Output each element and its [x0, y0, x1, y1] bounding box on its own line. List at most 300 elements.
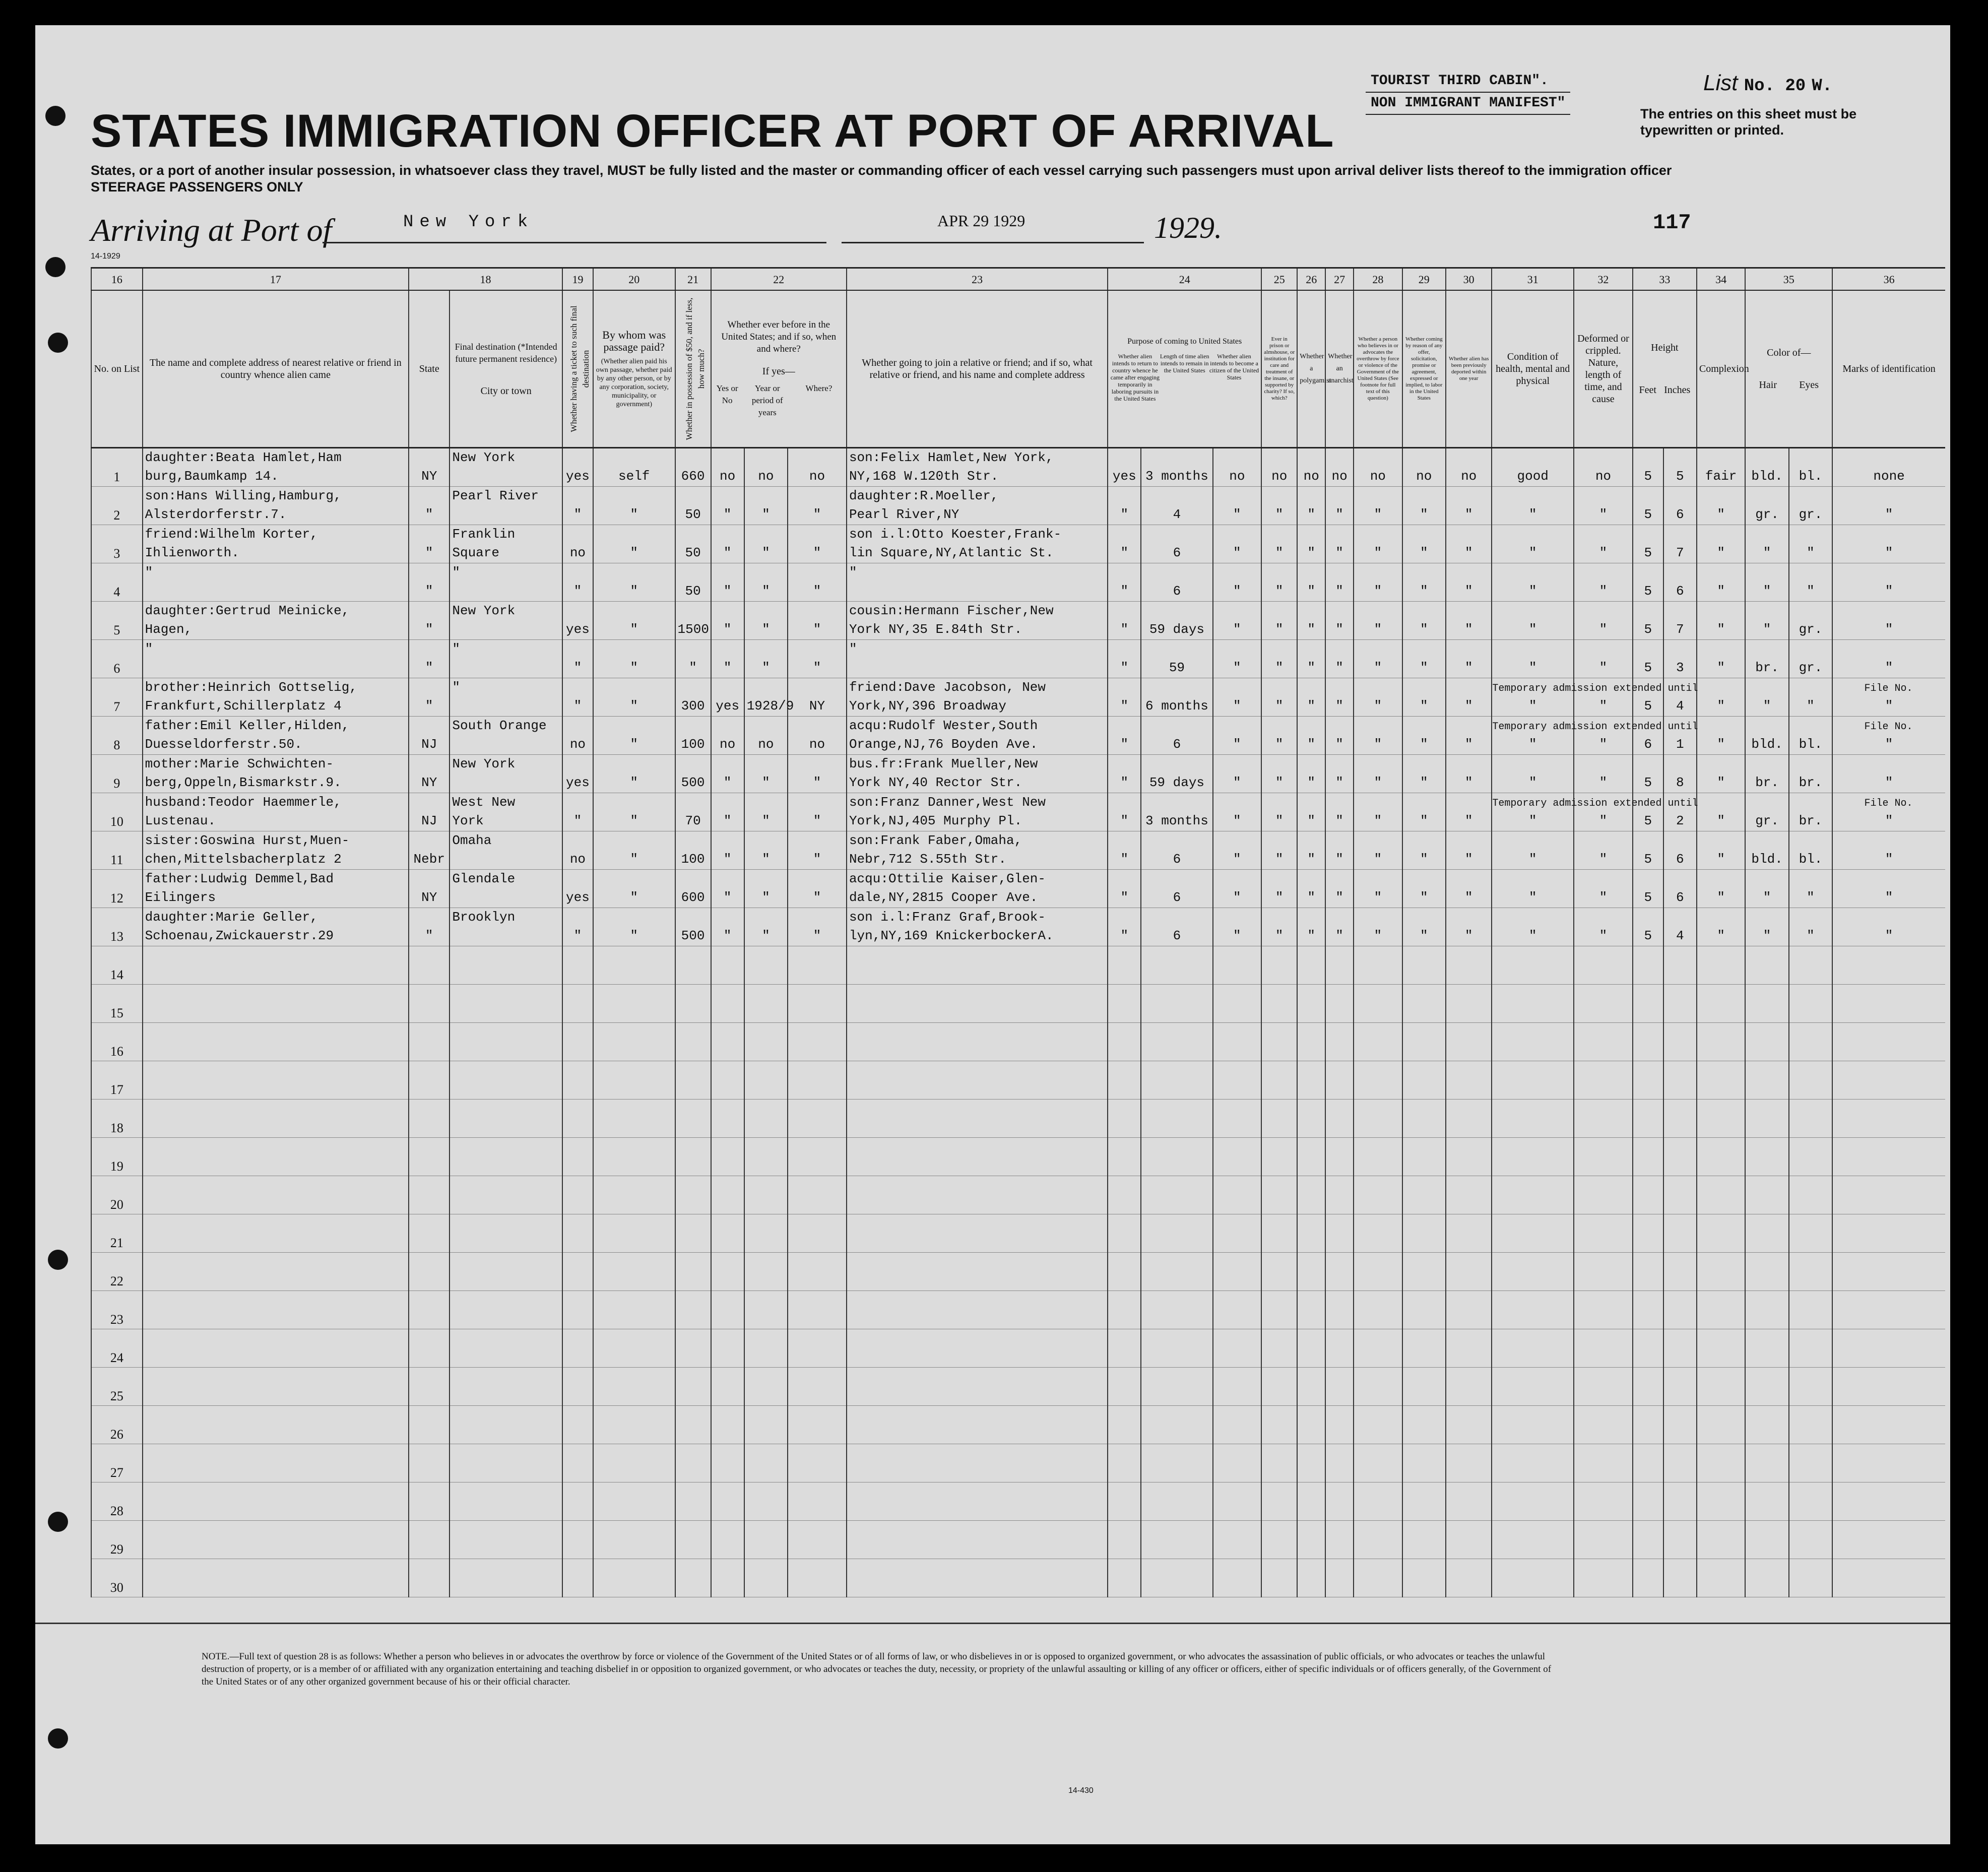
len-value: 3 months — [1145, 813, 1208, 828]
empty-cell — [1663, 1521, 1697, 1559]
feet-cell — [1633, 563, 1663, 602]
empty-cell — [1354, 1253, 1402, 1291]
empty-cell — [1354, 1100, 1402, 1138]
inch-cell — [1663, 640, 1697, 678]
ret-cell — [1108, 793, 1141, 831]
empty-cell — [1832, 1023, 1945, 1061]
empty-cell — [847, 1253, 1108, 1291]
empty-cell — [1633, 1559, 1663, 1597]
empty-cell — [1354, 985, 1402, 1023]
joining-line: bus.fr:Frank Mueller,New — [849, 756, 1038, 771]
joining-cell — [847, 525, 1108, 563]
empty-cell — [143, 1176, 409, 1214]
paid-cell — [593, 678, 675, 717]
empty-cell — [1402, 1253, 1446, 1291]
city-line: York — [452, 813, 484, 828]
len-cell — [1141, 755, 1212, 793]
c29-value: " — [1420, 622, 1428, 637]
empty-cell — [788, 1176, 847, 1214]
anar-value: " — [1335, 737, 1343, 752]
empty-cell — [711, 1061, 744, 1100]
paid-cell — [593, 487, 675, 525]
empty-cell — [593, 1521, 675, 1559]
feet-value: 5 — [1644, 584, 1652, 599]
joining-line: dale,NY,2815 Cooper Ave. — [849, 890, 1038, 905]
table-row — [91, 1253, 1945, 1291]
money-cell — [675, 678, 711, 717]
c29-value: " — [1420, 928, 1428, 943]
empty-cell — [1325, 1214, 1354, 1253]
where-cell — [788, 563, 847, 602]
ticket-cell — [562, 640, 593, 678]
relative-cell — [143, 908, 409, 946]
empty-cell — [1354, 1023, 1402, 1061]
empty-cell — [711, 985, 744, 1023]
inch-value: 2 — [1676, 813, 1684, 828]
len-value: 6 — [1173, 928, 1181, 943]
header-purpose-a: Whether alien intends to return to country whence he came after engaging temporarily in laboring pursuits in the United States — [1110, 353, 1160, 402]
ticket-cell — [562, 602, 593, 640]
empty-cell — [1492, 1061, 1574, 1100]
len-value: 6 — [1173, 852, 1181, 867]
marks-value: " — [1885, 584, 1893, 599]
year-value: " — [762, 775, 770, 790]
c30-cell — [1446, 563, 1492, 602]
relative-line: " — [145, 565, 153, 580]
empty-cell — [1108, 1406, 1141, 1444]
c30-cell — [1446, 487, 1492, 525]
empty-cell — [847, 1521, 1108, 1559]
cit-cell — [1213, 678, 1262, 717]
ret-cell — [1108, 448, 1141, 487]
ret-cell — [1108, 870, 1141, 908]
port-line — [323, 242, 826, 243]
table-row — [91, 678, 1945, 717]
prison-cell — [1261, 602, 1297, 640]
city-cell — [450, 487, 562, 525]
hair-cell — [1745, 870, 1788, 908]
empty-cell — [593, 1482, 675, 1521]
empty-cell — [788, 1061, 847, 1100]
prison-cell — [1261, 487, 1297, 525]
eyes-cell — [1789, 602, 1832, 640]
empty-cell — [450, 1368, 562, 1406]
paid-value: " — [630, 775, 638, 790]
before-value: no — [720, 469, 736, 484]
hair-cell — [1745, 602, 1788, 640]
empty-cell — [450, 1406, 562, 1444]
anar-value: " — [1335, 660, 1343, 675]
inch-value: 3 — [1676, 660, 1684, 675]
c29-cell — [1402, 563, 1446, 602]
row-number: 3 — [91, 525, 143, 563]
relative-line: father:Emil Keller,Hilden, — [145, 718, 350, 733]
joining-line: York,NJ,405 Murphy Pl. — [849, 813, 1022, 828]
empty-cell — [1633, 1406, 1663, 1444]
table-row — [91, 1521, 1945, 1559]
table-row — [91, 1291, 1945, 1329]
deform-value: " — [1599, 545, 1608, 560]
empty-cell — [1325, 1061, 1354, 1100]
empty-cell — [788, 1406, 847, 1444]
empty-cell — [711, 1368, 744, 1406]
empty-cell — [450, 1061, 562, 1100]
table-row — [91, 1100, 1945, 1138]
table-row — [91, 755, 1945, 793]
eyes-cell — [1789, 831, 1832, 870]
row-number: 4 — [91, 563, 143, 602]
table-row — [91, 870, 1945, 908]
health-cell — [1492, 831, 1574, 870]
empty-cell — [1832, 1482, 1945, 1521]
c28-value: " — [1374, 928, 1382, 943]
money-cell — [675, 525, 711, 563]
ret-value: " — [1120, 775, 1129, 790]
empty-cell — [1633, 1482, 1663, 1521]
health-cell — [1492, 487, 1574, 525]
ticket-value: " — [573, 698, 582, 714]
empty-cell — [1663, 1253, 1697, 1291]
year-value: " — [762, 660, 770, 675]
anar-value: " — [1335, 928, 1343, 943]
header-where: Where? — [805, 383, 832, 393]
marks-value: " — [1885, 622, 1893, 637]
ticket-value: no — [569, 737, 586, 752]
empty-cell — [1789, 985, 1832, 1023]
empty-cell — [1633, 1100, 1663, 1138]
anar-value: " — [1335, 775, 1343, 790]
feet-value: 5 — [1644, 928, 1652, 943]
relative-line: husband:Teodor Haemmerle, — [145, 795, 342, 810]
empty-cell — [1663, 1138, 1697, 1176]
relative-line: Hagen, — [145, 622, 193, 637]
eyes-cell — [1789, 487, 1832, 525]
empty-cell — [1402, 1521, 1446, 1559]
empty-cell — [450, 1253, 562, 1291]
empty-cell — [1663, 1100, 1697, 1138]
inch-value: 7 — [1676, 545, 1684, 560]
ret-cell — [1108, 487, 1141, 525]
c28-value: " — [1374, 737, 1382, 752]
eyes-cell — [1789, 870, 1832, 908]
empty-cell — [1325, 1100, 1354, 1138]
header-passage-paid — [593, 290, 675, 448]
len-value: 59 days — [1149, 775, 1205, 790]
empty-cell — [1297, 1559, 1325, 1597]
empty-cell — [744, 1406, 788, 1444]
anar-cell — [1325, 793, 1354, 831]
len-value: 3 months — [1145, 469, 1208, 484]
poly-cell — [1297, 525, 1325, 563]
header-color — [1745, 290, 1832, 448]
poly-value: " — [1307, 507, 1316, 522]
empty-cell — [143, 1368, 409, 1406]
prison-cell — [1261, 831, 1297, 870]
empty-cell — [675, 1176, 711, 1214]
empty-cell — [143, 1559, 409, 1597]
empty-cell — [847, 1100, 1108, 1138]
empty-cell — [1633, 946, 1663, 985]
joining-cell — [847, 640, 1108, 678]
temporary-admission-stamp — [1492, 679, 1912, 698]
c30-value: " — [1464, 737, 1473, 752]
city-cell — [450, 755, 562, 793]
empty-cell — [1261, 1521, 1297, 1559]
prison-cell — [1261, 908, 1297, 946]
state-cell: " — [409, 640, 450, 678]
cit-cell — [1213, 640, 1262, 678]
cit-cell — [1213, 870, 1262, 908]
empty-cell — [675, 1482, 711, 1521]
empty-cell — [1446, 1559, 1492, 1597]
empty-cell — [143, 1138, 409, 1176]
year-value: " — [762, 584, 770, 599]
joining-line: York,NY,396 Broadway — [849, 698, 1007, 714]
col-number: 36 — [1832, 268, 1945, 291]
empty-cell — [1297, 1521, 1325, 1559]
manifest-table — [91, 267, 1945, 1597]
feet-value: 5 — [1644, 852, 1652, 867]
col-number: 29 — [1402, 268, 1446, 291]
cit-value: " — [1233, 928, 1241, 943]
hair-cell — [1745, 831, 1788, 870]
c30-value: " — [1464, 660, 1473, 675]
empty-cell — [1832, 1176, 1945, 1214]
poly-value: no — [1303, 469, 1319, 484]
ret-value: " — [1120, 584, 1129, 599]
empty-cell — [1663, 946, 1697, 985]
state-cell: " — [409, 563, 450, 602]
feet-cell — [1633, 640, 1663, 678]
footnote: NOTE.—Full text of question 28 is as follows: Whether a person who believes in or advocates the overthrow by force or violence of the Government of the United States or of all forms of law, or who disbelieves in or is opposed to organized government, or who advocates the assassination of public officials, or who advocates or teaches the unlawful destruction of property, or is a member of or affiliated with any organization entertaining and teaching disbelief in or opposition to organized government, or who advocates or teaches the duty, necessity, or propriety of the unlawful assaulting or killing of any officer or officers, either of specific individuals or of officers generally, of the Government of the United States or of any other organized government because of his or their official character. — [202, 1651, 1552, 1687]
empty-cell — [1697, 946, 1746, 985]
ticket-cell — [562, 755, 593, 793]
empty-cell — [1789, 1521, 1832, 1559]
poly-value: " — [1307, 775, 1316, 790]
city-line: Omaha — [452, 833, 492, 848]
where-cell — [788, 678, 847, 717]
c28-value: no — [1370, 469, 1386, 484]
empty-cell — [562, 1291, 593, 1329]
empty-cell — [1261, 1444, 1297, 1482]
empty-cell — [1832, 1329, 1945, 1368]
empty-cell — [1574, 1329, 1633, 1368]
empty-cell — [847, 946, 1108, 985]
eyes-value: " — [1807, 928, 1815, 943]
before-cell — [711, 602, 744, 640]
where-value: " — [813, 928, 821, 943]
ret-cell — [1108, 717, 1141, 755]
empty-cell — [1633, 1023, 1663, 1061]
empty-cell — [1297, 1061, 1325, 1100]
empty-cell — [1633, 985, 1663, 1023]
compl-cell — [1697, 525, 1746, 563]
hair-value: bld. — [1751, 852, 1783, 867]
deform-value: " — [1599, 698, 1608, 714]
paid-value: " — [630, 698, 638, 714]
anar-value: " — [1335, 852, 1343, 867]
deform-value: " — [1599, 775, 1608, 790]
instruction-line-2: STEERAGE PASSENGERS ONLY — [91, 179, 303, 195]
empty-cell — [711, 1521, 744, 1559]
empty-cell — [1446, 1444, 1492, 1482]
empty-cell — [1492, 1291, 1574, 1329]
empty-cell — [562, 1482, 593, 1521]
ticket-value: yes — [566, 775, 590, 790]
temp-admission-text: Temporary admission extended until — [1492, 721, 1698, 733]
empty-cell — [1402, 1329, 1446, 1368]
ret-value: " — [1120, 813, 1129, 828]
relative-line: son:Hans Willing,Hamburg, — [145, 488, 342, 503]
header-nearest-relative: The name and complete address of nearest relative or friend in country whence alien came — [143, 290, 409, 448]
hair-value: " — [1763, 545, 1771, 560]
marks-cell — [1832, 602, 1945, 640]
eyes-value: gr. — [1799, 622, 1823, 637]
anar-cell — [1325, 487, 1354, 525]
before-value: " — [723, 660, 732, 675]
header-joining: Whether going to join a relative or friend; and if so, what relative or friend, and his name and complete address — [847, 290, 1108, 448]
paid-value: " — [630, 852, 638, 867]
inch-cell — [1663, 563, 1697, 602]
header-final-destination: Final destination (*Intended future permanent residence) — [455, 342, 557, 364]
feet-value: 5 — [1644, 545, 1652, 560]
year-cell — [744, 640, 788, 678]
c28-cell — [1354, 717, 1402, 755]
empty-cell — [1141, 1406, 1212, 1444]
empty-cell — [711, 1559, 744, 1597]
empty-cell — [711, 1138, 744, 1176]
empty-cell — [1446, 1061, 1492, 1100]
where-value: " — [813, 813, 821, 828]
row-number: 11 — [91, 831, 143, 870]
money-value: " — [689, 660, 697, 675]
row-number: 21 — [91, 1214, 143, 1253]
before-cell — [711, 487, 744, 525]
c30-cell — [1446, 602, 1492, 640]
empty-cell — [1663, 1176, 1697, 1214]
empty-cell — [593, 1214, 675, 1253]
compl-cell — [1697, 908, 1746, 946]
ticket-value: yes — [566, 622, 590, 637]
len-value: 6 months — [1145, 698, 1208, 714]
empty-cell — [1574, 1023, 1633, 1061]
prison-cell — [1261, 448, 1297, 487]
prison-value: " — [1275, 928, 1284, 943]
row-number: 29 — [91, 1521, 143, 1559]
inch-value: 6 — [1676, 890, 1684, 905]
empty-cell — [1789, 1176, 1832, 1214]
anar-cell — [1325, 908, 1354, 946]
where-cell — [788, 640, 847, 678]
empty-cell — [409, 1100, 450, 1138]
joining-line: son:Franz Danner,West New — [849, 795, 1046, 810]
marks-cell — [1832, 487, 1945, 525]
header-passage-note: (Whether alien paid his own passage, whether paid by any other person, or by any corporation, society, municipality, or government) — [596, 358, 672, 408]
where-value: " — [813, 584, 821, 599]
paid-cell — [593, 602, 675, 640]
empty-cell — [1832, 1521, 1945, 1559]
health-cell — [1492, 640, 1574, 678]
money-value: 500 — [681, 928, 705, 943]
len-cell — [1141, 908, 1212, 946]
empty-cell — [847, 1023, 1108, 1061]
empty-cell — [409, 985, 450, 1023]
c29-cell — [1402, 487, 1446, 525]
empty-cell — [1697, 1100, 1746, 1138]
empty-cell — [1663, 1061, 1697, 1100]
empty-cell — [593, 1368, 675, 1406]
c30-value: no — [1461, 469, 1477, 484]
city-line: South Orange — [452, 718, 547, 733]
deform-cell — [1574, 870, 1633, 908]
table-row — [91, 1061, 1945, 1100]
year-cell — [744, 487, 788, 525]
hair-value: " — [1763, 584, 1771, 599]
table-row — [91, 602, 1945, 640]
empty-cell — [593, 1406, 675, 1444]
joining-cell — [847, 831, 1108, 870]
eyes-value: br. — [1799, 775, 1823, 790]
c28-cell — [1354, 525, 1402, 563]
empty-cell — [1141, 946, 1212, 985]
money-cell — [675, 487, 711, 525]
empty-cell — [1108, 1176, 1141, 1214]
temp-file-label: File No. — [1864, 683, 1913, 694]
empty-cell — [1745, 946, 1788, 985]
year-cell — [744, 563, 788, 602]
list-label: List — [1703, 71, 1738, 95]
joining-line: York NY,35 E.84th Str. — [849, 622, 1022, 637]
c30-value: " — [1464, 545, 1473, 560]
health-value: " — [1528, 928, 1537, 943]
empty-cell — [143, 985, 409, 1023]
where-cell — [788, 793, 847, 831]
poly-value: " — [1307, 852, 1316, 867]
empty-cell — [1663, 1368, 1697, 1406]
city-line: Glendale — [452, 871, 516, 886]
marks-value: " — [1885, 928, 1893, 943]
ret-value: " — [1120, 698, 1129, 714]
empty-cell — [1446, 985, 1492, 1023]
empty-cell — [1492, 1176, 1574, 1214]
c29-cell — [1402, 678, 1446, 717]
empty-cell — [1446, 946, 1492, 985]
eyes-value: bl. — [1799, 469, 1823, 484]
empty-cell — [1446, 1138, 1492, 1176]
empty-cell — [1832, 1214, 1945, 1253]
marks-cell — [1832, 755, 1945, 793]
ticket-value: no — [569, 545, 586, 560]
empty-cell — [1832, 1138, 1945, 1176]
empty-cell — [562, 1329, 593, 1368]
marks-value: " — [1885, 698, 1893, 714]
where-value: " — [813, 545, 821, 560]
empty-cell — [1697, 1482, 1746, 1521]
table-row — [91, 908, 1945, 946]
relative-cell — [143, 870, 409, 908]
anar-cell — [1325, 831, 1354, 870]
empty-cell — [744, 1253, 788, 1291]
empty-cell — [143, 1329, 409, 1368]
hair-cell — [1745, 487, 1788, 525]
row-number: 30 — [91, 1559, 143, 1597]
joining-line: son:Frank Faber,Omaha, — [849, 833, 1022, 848]
city-line: " — [452, 680, 460, 695]
c28-value: " — [1374, 890, 1382, 905]
poly-cell — [1297, 908, 1325, 946]
empty-cell — [1789, 1291, 1832, 1329]
joining-line: acqu:Rudolf Wester,South — [849, 718, 1038, 733]
